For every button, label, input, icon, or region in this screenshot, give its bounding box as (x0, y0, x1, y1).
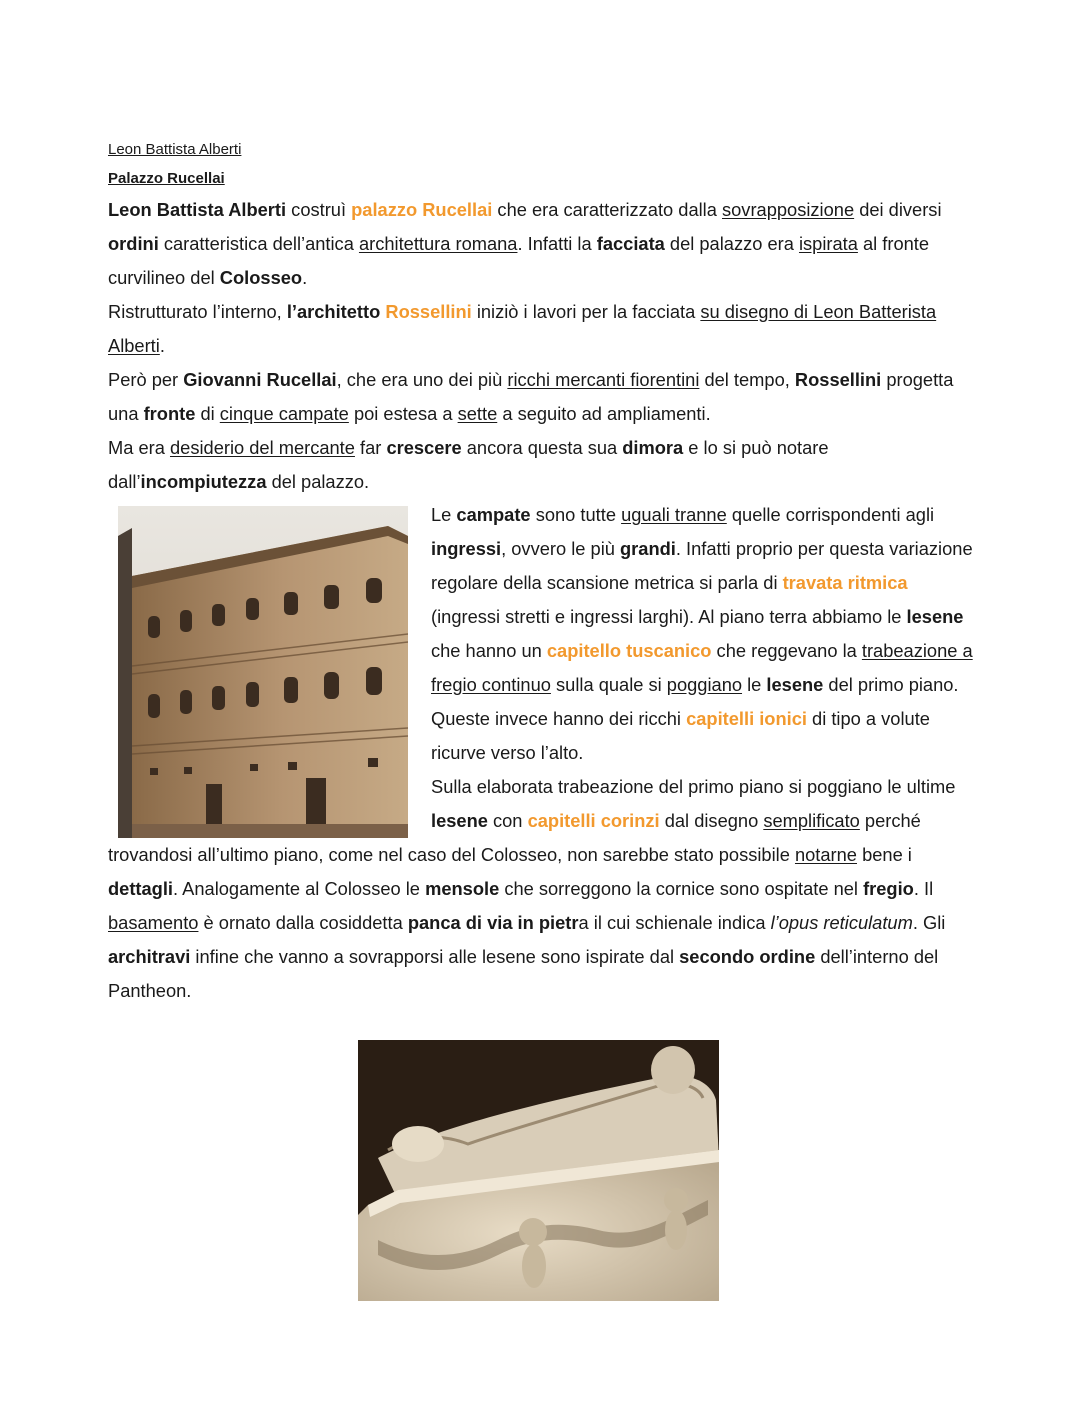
underline-span: notarne (794, 844, 857, 865)
underline-span: ispirata (798, 233, 858, 254)
text-span: campate (456, 504, 531, 525)
underline-span: desiderio del mercante (169, 437, 355, 458)
underline-span: cinque campate (219, 403, 349, 424)
text-span: Rossellini (794, 369, 882, 390)
text-span: far (354, 437, 387, 458)
underline-span: trabeazione a fregio continuo (431, 640, 973, 695)
text-span: caratteristica dell’antica (158, 233, 359, 254)
paragraph-4 (108, 431, 980, 499)
text-span: dei diversi (854, 199, 942, 220)
tomb-sculpture-photo (358, 1040, 719, 1301)
text-span: che era caratterizzato dalla (492, 199, 722, 220)
text-span: . Infatti proprio per questa variazione regolare della scansione metrica si parla di (431, 538, 973, 593)
underline-span: poggiano (666, 674, 743, 695)
text-span: grandi (620, 538, 676, 559)
text-span: è ornato dalla cosiddetta (198, 912, 408, 933)
text-span: dal disegno (659, 810, 764, 831)
text-span: Ristrutturato l’interno, (108, 301, 287, 322)
underline-span: architettura romana (358, 233, 518, 254)
text-span: ingressi (431, 538, 502, 559)
text-span: lesene (431, 810, 488, 831)
text-span: poi estesa a (348, 403, 458, 424)
intro-section (108, 193, 980, 499)
text-span: perché trovandosi all’ultimo piano, come nel caso del Colosseo, non sarebbe stato possibile (108, 810, 921, 865)
text-span: sulla quale si (550, 674, 667, 695)
text-span: panca di via in pietr (407, 912, 579, 933)
text-span: bene i (856, 844, 912, 865)
text-span: . (302, 267, 308, 288)
text-span: , ovvero le più (501, 538, 620, 559)
text-span: di tipo a volute ricurve verso l’alto. (431, 708, 930, 763)
underline-span: semplificato (763, 810, 860, 831)
subject-heading: Palazzo Rucellai (108, 170, 225, 187)
text-span: fronte (143, 403, 196, 424)
text-span: incompiutezza (140, 471, 267, 492)
text-span: a seguito ad ampliamenti. (497, 403, 711, 424)
text-span: Sulla elaborata trabeazione del primo piano si poggiano le ultime (431, 776, 956, 797)
text-span: di (195, 403, 220, 424)
text-span: Ma era (108, 437, 170, 458)
text-span: lesene (766, 674, 824, 695)
highlight-span: capitelli corinzi (527, 810, 660, 831)
underline-span: sovrapposizione (722, 199, 855, 220)
text-span: fregio (863, 878, 914, 899)
text-span: ancora questa sua (461, 437, 623, 458)
text-span: che hanno un (431, 640, 547, 661)
highlight-span: capitelli ionici (686, 708, 807, 729)
text-span: . (159, 335, 165, 356)
text-span: infine che vanno a sovrapporsi alle lesene sono ispirate dal (190, 946, 680, 967)
text-span: del tempo, (699, 369, 795, 390)
text-span: iniziò i lavori per la facciata (471, 301, 701, 322)
underline-span: sette (457, 403, 498, 424)
text-span: del palazzo era (664, 233, 799, 254)
text-span: architravi (108, 946, 191, 967)
text-span: dimora (622, 437, 684, 458)
text-span: Leon Battista Alberti (108, 199, 287, 220)
text-span: che reggevano la (711, 640, 862, 661)
text-span: crescere (386, 437, 462, 458)
text-span: l’architetto (286, 301, 381, 322)
italic-span: l’opus reticulatum (770, 912, 913, 933)
text-span: e lo si può notare dall’ (108, 437, 829, 492)
text-span: ordini (108, 233, 159, 254)
highlight-span: travata ritmica (782, 572, 908, 593)
text-span: mensole (425, 878, 500, 899)
text-span: secondo ordine (679, 946, 816, 967)
text-span: . Infatti la (517, 233, 597, 254)
text-span: Giovanni Rucellai (183, 369, 337, 390)
facade-section (108, 498, 980, 1008)
text-span: lesene (906, 606, 964, 627)
underline-span: su disegno di Leon Batterista Alberti (108, 301, 937, 356)
text-span: Però per (108, 369, 184, 390)
text-span: , che era uno dei più (336, 369, 508, 390)
text-span: (ingressi stretti e ingressi larghi). Al piano terra abbiamo le (431, 606, 907, 627)
text-span: le (742, 674, 767, 695)
text-span: con (487, 810, 528, 831)
text-span: . Il (913, 878, 934, 899)
text-span: progetta una (108, 369, 954, 424)
underline-span: ricchi mercanti fiorentini (507, 369, 700, 390)
text-span: . Gli (912, 912, 946, 933)
text-span: quelle corrispondenti agli (726, 504, 935, 525)
text-span: facciata (596, 233, 665, 254)
underline-span: basamento (108, 912, 199, 933)
text-span: dell’interno del Pantheon. (108, 946, 939, 1001)
palazzo-rucellai-photo (118, 506, 408, 838)
paragraph-3 (108, 363, 980, 431)
text-span: a il cui schienale indica (578, 912, 771, 933)
paragraph-2 (108, 295, 980, 363)
text-span: al fronte curvilineo del (108, 233, 930, 288)
underline-span: uguali tranne (621, 504, 727, 525)
author-heading: Leon Battista Alberti (108, 141, 242, 158)
highlight-span: capitello tuscanico (546, 640, 712, 661)
text-span: che sorreggono la cornice sono ospitate nel (499, 878, 864, 899)
highlight-span: palazzo Rucellai (351, 199, 493, 220)
text-span: dettagli (108, 878, 174, 899)
text-span: . Analogamente al Colosseo le (173, 878, 426, 899)
highlight-span: Rossellini (385, 301, 472, 322)
paragraph-1 (108, 193, 980, 295)
text-span: Le (431, 504, 457, 525)
text-span: del primo piano. Queste invece hanno dei ricchi (431, 674, 959, 729)
text-span: sono tutte (530, 504, 622, 525)
text-span: del palazzo. (266, 471, 370, 492)
text-span: costruì (286, 199, 352, 220)
text-span: Colosseo (219, 267, 303, 288)
